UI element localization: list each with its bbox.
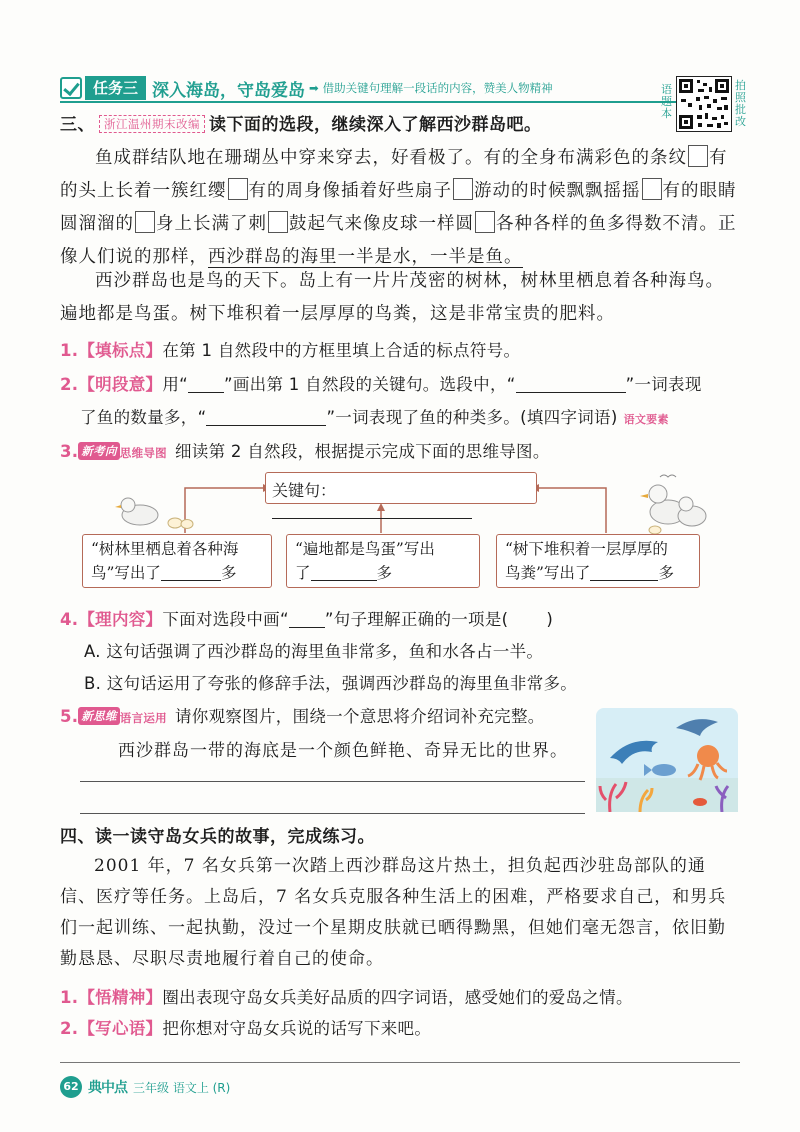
para1-text: 鼓起气来像皮球一样圆 [289, 214, 474, 234]
s4-question-2 [60, 1015, 431, 1039]
s4q2-number: 2. [60, 1019, 79, 1038]
q3-number: 3. [60, 442, 79, 461]
mindmap-card-1 [82, 534, 272, 588]
underline-sample [289, 610, 325, 628]
para1-text: 有的周身像插着好些扇子 [248, 181, 452, 201]
answer-line[interactable] [80, 813, 585, 814]
para1-text: 身上长满了刺 [156, 214, 267, 234]
source-tag: 浙江温州期末改编 [99, 115, 205, 133]
q4-number: 4. [60, 610, 79, 629]
q4-tag: 【理内容】 [78, 610, 163, 629]
q2-text: ”一词表现 [625, 375, 702, 394]
task-title: 深入海岛，守岛爱岛 [152, 80, 306, 101]
card1-text: 多 [220, 564, 237, 582]
card2-text: 了 [295, 564, 311, 582]
para1-line [60, 142, 740, 274]
section3-heading-text: 读下面的选段，继续深入了解西沙群岛吧。 [209, 115, 542, 135]
section3-prefix: 三、 [60, 115, 95, 135]
q2-tag2: 语文要素 [623, 413, 669, 426]
qr-left-label: 语题本 [661, 83, 672, 120]
card2-text: “遍地都是鸟蛋”写出 [295, 540, 435, 558]
brand-logo: 典中点 [88, 1080, 127, 1096]
q1-text: 在第 1 自然段中的方框里填上合适的标点符号。 [162, 341, 521, 360]
card3-text: 多 [658, 564, 674, 582]
q2-number: 2. [60, 375, 79, 394]
punct-box[interactable] [453, 178, 473, 200]
punct-box[interactable] [228, 178, 248, 200]
section4-heading: 四、读一读守岛女兵的故事，完成练习。 [60, 827, 375, 847]
question-1 [60, 337, 520, 361]
para1-text: 有的 [60, 148, 728, 201]
s4q1-number: 1. [60, 988, 79, 1007]
q5-starter: 西沙群岛一带的海底是一个颜色鲜艳、奇异无比的世界。 [118, 741, 568, 761]
passage-para1 [60, 142, 740, 274]
q2-text: 了鱼的数量多，“ [80, 408, 207, 427]
para1-text: 游动的时候飘飘摇摇 [474, 181, 641, 201]
q5-text: 请你观察图片，围绕一个意思将介绍词补充完整。 [174, 707, 545, 726]
answer-blank[interactable] [272, 501, 472, 519]
question-2-line2 [80, 404, 669, 428]
header-rule [60, 101, 685, 103]
q2-tag: 【明段意】 [78, 375, 163, 394]
mindmap-card-3 [496, 534, 700, 588]
answer-blank[interactable] [311, 563, 377, 581]
passage-para2: 西沙群岛也是鸟的天下。岛上有一片片茂密的树林，树林里栖息着各种海鸟。遍地都是鸟蛋。树下堆积着一层厚厚的鸟粪，这是非常宝贵的肥料。 [60, 271, 724, 324]
mindmap-card-2 [286, 534, 480, 588]
q1-number: 1. [60, 341, 79, 360]
q4-text: ) [546, 610, 554, 629]
q3-kind-tag: 思维导图 [119, 446, 167, 460]
underline-sample [188, 375, 224, 393]
section3-heading [60, 110, 542, 135]
crab-icon [693, 798, 707, 806]
answer-line[interactable] [80, 781, 585, 782]
seagull-icon [115, 498, 193, 529]
card1-text: 鸟”写出了 [91, 564, 161, 582]
card3-text: “树下堆积着一层厚厚的 [505, 540, 668, 558]
footer [60, 1076, 230, 1098]
grade-label: 三年级 语文上 (R) [133, 1080, 231, 1095]
q5-kind-tag: 语言运用 [119, 711, 167, 725]
arrow-icon: ➡ [309, 81, 319, 95]
task-desc: 借助关键句理解一段话的内容，赞美人物精神 [322, 81, 553, 95]
punct-box[interactable] [135, 211, 155, 233]
card1-text: “树林里栖息着各种海 [91, 540, 239, 558]
question-5 [60, 703, 545, 727]
q2-text: 用“ [162, 375, 189, 394]
punct-box[interactable] [688, 145, 708, 167]
question-4 [60, 606, 553, 630]
task-header [60, 76, 553, 100]
answer-blank[interactable] [206, 408, 326, 426]
answer-blank[interactable] [516, 375, 626, 393]
checkbox-icon [60, 77, 82, 99]
q3-new-tag: 新考向 [78, 442, 119, 460]
option-a[interactable]: A. 这句话强调了西沙群岛的海里鱼非常多，鱼和水各占一半。 [84, 642, 544, 661]
q5-new-tag: 新思维 [78, 707, 119, 725]
para1-text: 溜溜的 [78, 214, 134, 234]
q4-text: 下面对选段中画“ [162, 610, 289, 629]
card3-text: 鸟粪”写出了 [505, 564, 591, 582]
key-sentence: 西沙群岛的海里一半是水，一半是鱼。 [208, 247, 523, 267]
punct-box[interactable] [475, 211, 495, 233]
seagulls-icon [640, 475, 706, 534]
para1-text: 各种各样的鱼多得数不清。正像 [60, 214, 737, 267]
answer-blank[interactable] [161, 563, 221, 581]
punct-box[interactable] [268, 211, 288, 233]
q2-text: ”一词表现了鱼的种类多。(填四字词语) [326, 408, 618, 427]
answer-line[interactable] [60, 1062, 740, 1063]
s4q2-text: 把你想对守岛女兵说的话写下来吧。 [162, 1019, 432, 1038]
q5-number: 5. [60, 707, 79, 726]
s4-question-1 [60, 984, 633, 1008]
section4-passage: 2001 年，7 名女兵第一次踏上西沙群岛这片热土，担负起西沙驻岛部队的通信、医疗等任务。上岛后，7 名女兵克服各种生活上的困难，严格要求自己，和男兵们一起训练、一起执勤，没过一个星期皮肤就已晒得黝黑，但她们毫无怨言，依旧勤勤恳恳、尽职尽责地履行着自己的使命。 [60, 856, 727, 969]
card2-text: 多 [376, 564, 393, 582]
task-label: 任务三 [85, 76, 146, 100]
q2-text: ”画出第 1 自然段的关键句。选段中，“ [224, 375, 516, 394]
qr-right-label: 拍照批改 [735, 79, 746, 128]
q3-text: 细读第 2 自然段，根据提示完成下面的思维导图。 [174, 442, 550, 461]
para1-text: 有的眼睛圆 [60, 181, 737, 234]
question-2 [60, 371, 702, 395]
key-label: 关键句： [272, 481, 337, 500]
page-number: 62 [60, 1076, 82, 1098]
s4q1-text: 圈出表现守岛女兵美好品质的四字词语，感受她们的爱岛之情。 [162, 988, 633, 1007]
para1-text: 人们说的那样， [78, 247, 208, 267]
qr-code-icon[interactable] [676, 76, 732, 132]
q4-text: ”句子理解正确的一项是( [324, 610, 509, 629]
option-b[interactable]: B. 这句话运用了夸张的修辞手法，强调西沙群岛的海里鱼非常多。 [84, 674, 578, 693]
question-3 [60, 438, 550, 462]
s4q2-tag: 【写心语】 [78, 1019, 163, 1038]
key-sentence-box [265, 472, 537, 504]
answer-blank[interactable] [590, 563, 658, 581]
sea-illustration [596, 708, 738, 812]
q1-tag: 【填标点】 [78, 341, 163, 360]
s4q1-tag: 【悟精神】 [78, 988, 163, 1007]
para1-text: 头上长着一簇红缨 [78, 181, 227, 201]
punct-box[interactable] [642, 178, 662, 200]
para1-text: 鱼成群结队地在珊瑚丛中穿来穿去，好看极了。有的全身布满彩色的条纹 [95, 148, 687, 168]
